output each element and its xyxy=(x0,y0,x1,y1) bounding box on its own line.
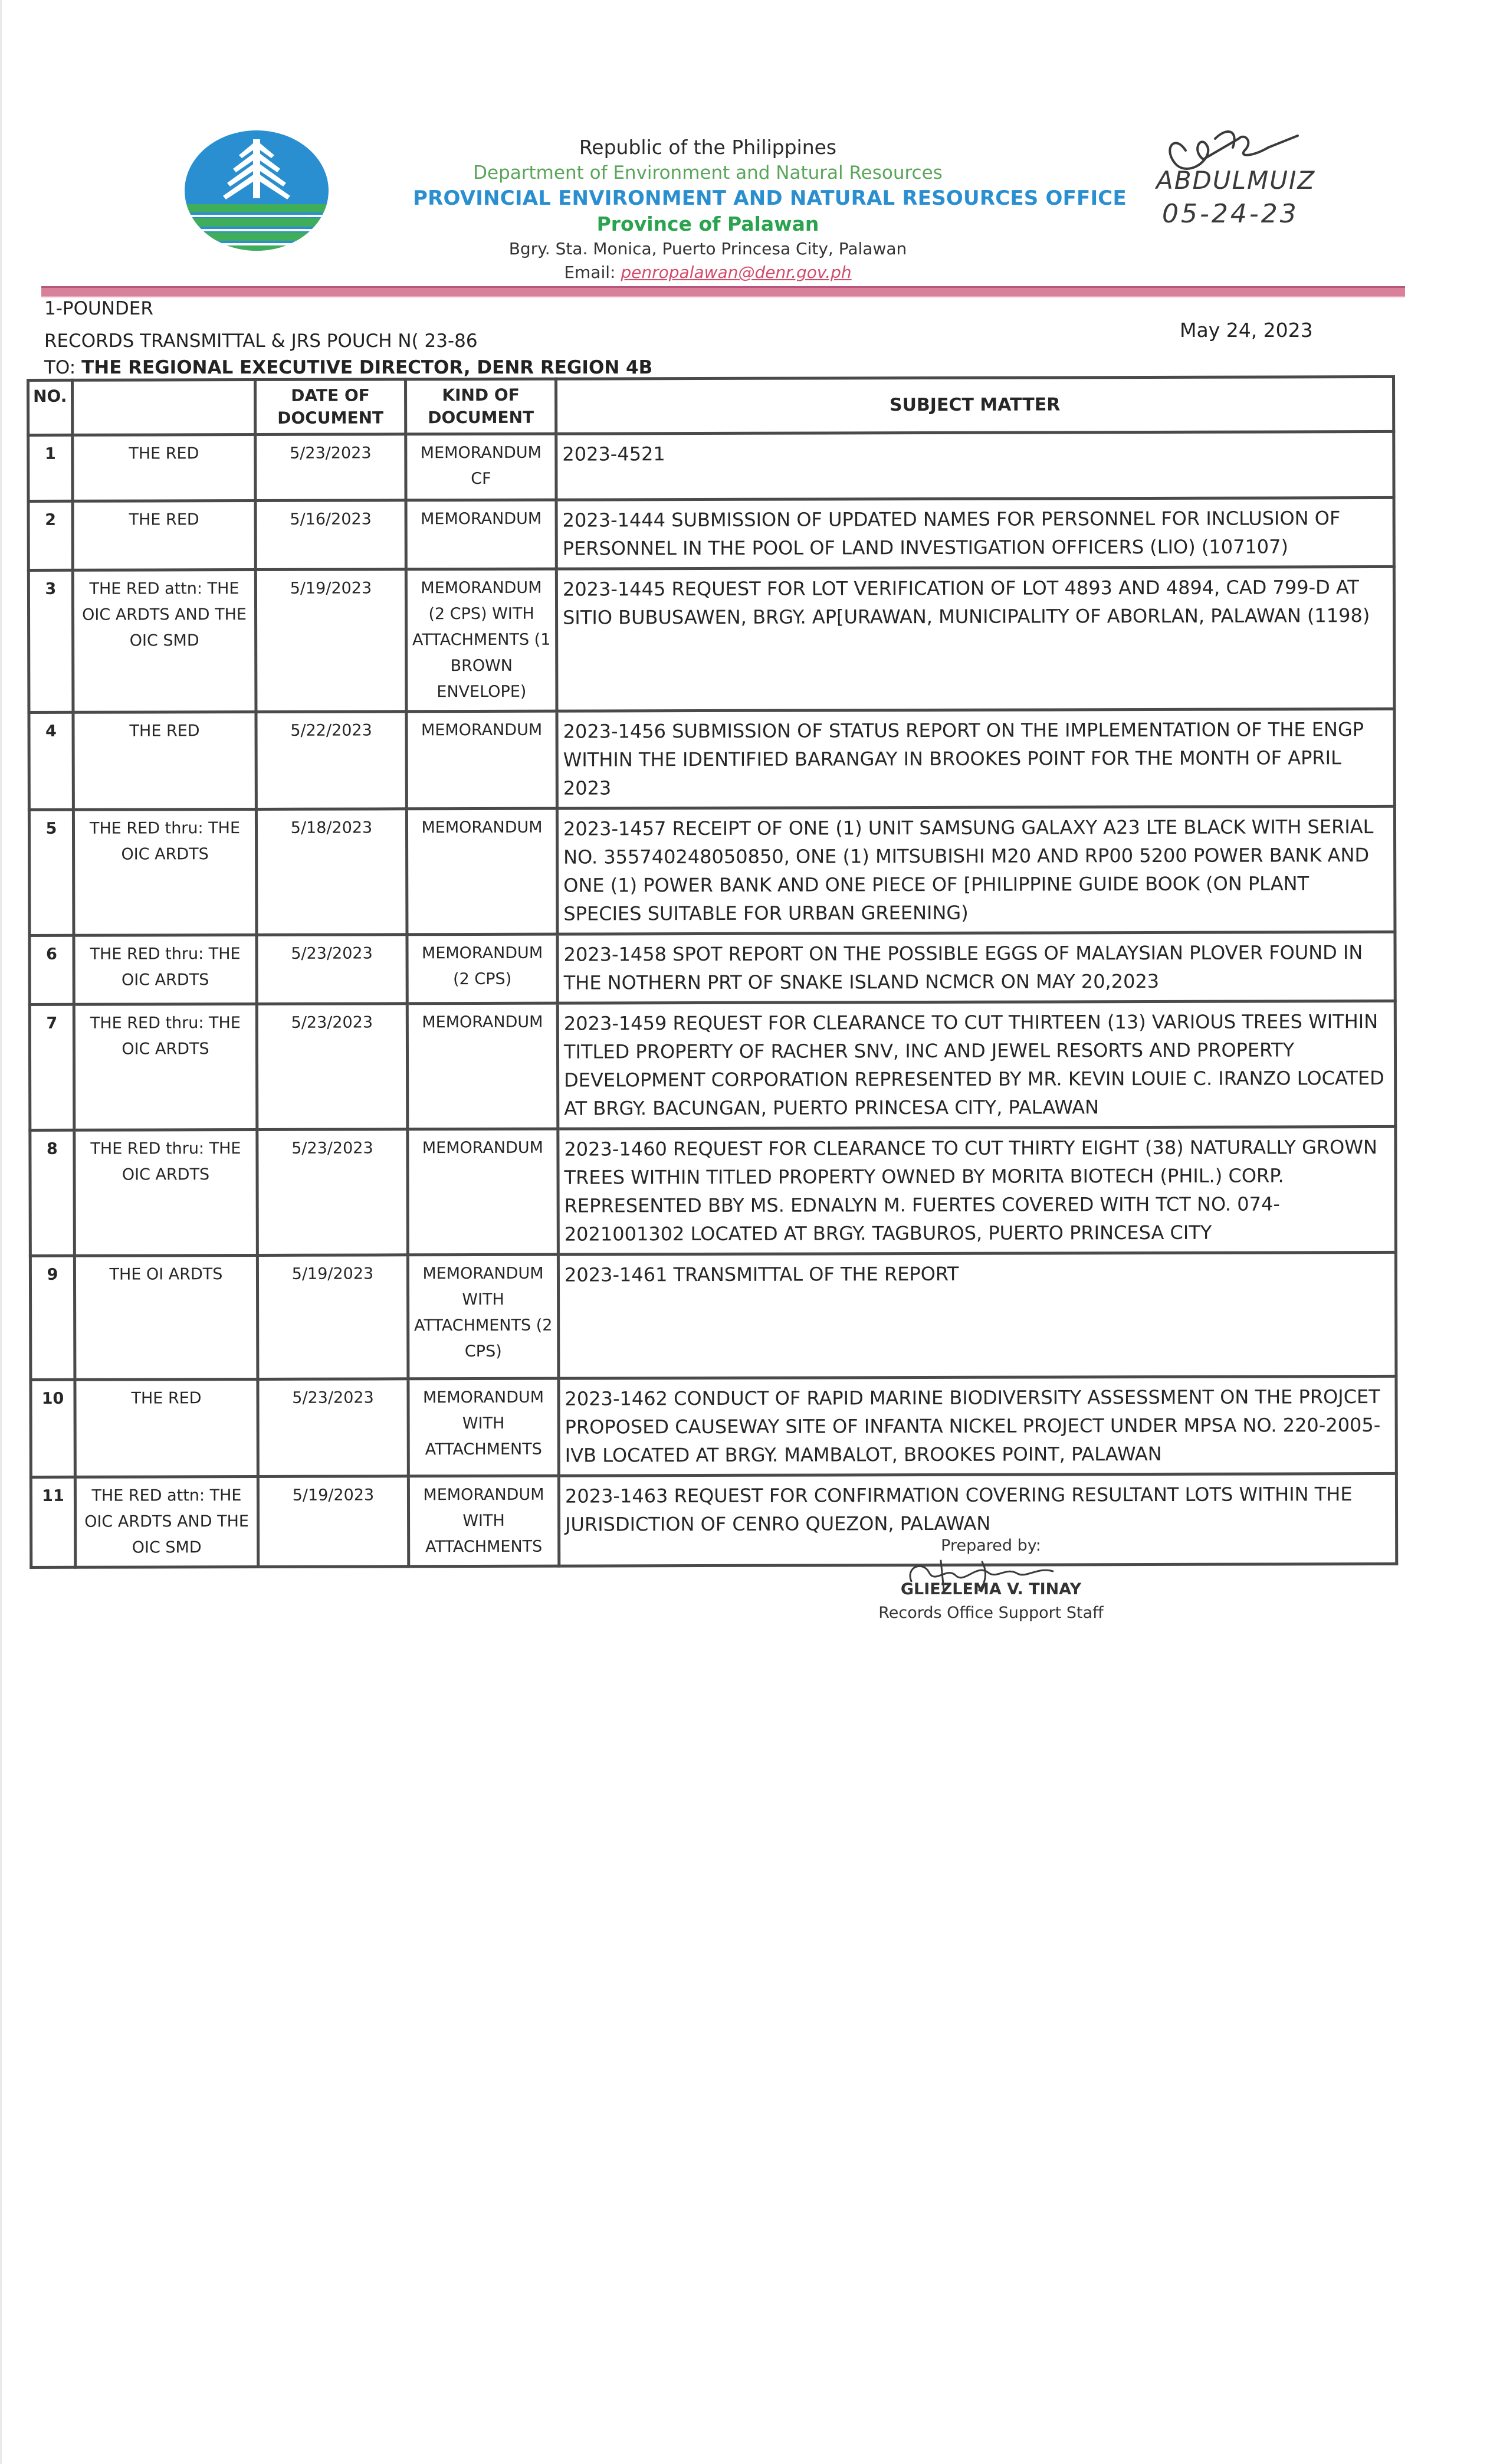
table-row xyxy=(28,431,1394,501)
email-label: Email: xyxy=(564,263,616,282)
received-name: ABDULMUIZ xyxy=(1156,166,1316,195)
table-row xyxy=(29,1001,1396,1130)
row-subject: 2023-1460 REQUEST FOR CLEARANCE TO CUT THIRTY EIGHT (38) NATURALLY GROWN TREES WITHIN TITLED PROPERTY OWNED BY MORITA BIOTECH (PHIL.) CORP. REPRESENTED BBY MS. EDNALYN M. FUERTES COVERED WITH TCT NO. 074-2021001302 LOCATED AT BRGY. TAGBUROS, PUERTO PRINCESA CITY xyxy=(558,1126,1396,1254)
row-date: 5/19/2023 xyxy=(255,569,406,712)
letterhead xyxy=(413,135,1127,284)
row-to: THE OI ARDTS xyxy=(74,1255,258,1380)
row-date: 5/16/2023 xyxy=(255,500,406,570)
table-row xyxy=(28,566,1394,712)
row-subject: 2023-1458 SPOT REPORT ON THE POSSIBLE EGGS OF MALAYSIAN PLOVER FOUND IN THE NOTHERN PRT OF SNAKE ISLAND NCMCR ON MAY 20,2023 xyxy=(557,932,1395,1003)
row-no: 3 xyxy=(28,570,73,712)
letterhead-province: Province of Palawan xyxy=(596,212,819,235)
row-to: THE RED thru: THE OIC ARDTS xyxy=(73,809,257,935)
row-no: 1 xyxy=(28,435,73,501)
letterhead-address: Bgry. Sta. Monica, Puerto Princesa City, Palawan xyxy=(508,239,907,258)
row-date: 5/23/2023 xyxy=(257,1004,408,1130)
transmittal-number: RECORDS TRANSMITTAL & JRS POUCH N( 23-86 xyxy=(44,330,478,352)
row-subject: 2023-4521 xyxy=(556,431,1394,500)
row-subject: 2023-1459 REQUEST FOR CLEARANCE TO CUT THIRTEEN (13) VARIOUS TREES WITHIN TITLED PROPERTY OF RACHER SNV, INC AND JEWEL RESORTS AND PROPERTY DEVELOPMENT CORPORATION REPRESENTED BY MR. KEVIN LOUIE C. IRANZO LOCATED AT BRGY. BACUNGAN, PUERTO PRINCESA CITY, PALAWAN xyxy=(557,1001,1396,1129)
table-row xyxy=(31,1473,1396,1567)
email-link[interactable]: penropalawan@denr.gov.ph xyxy=(621,263,852,282)
row-kind: MEMORANDUM xyxy=(406,500,556,569)
header-divider xyxy=(41,286,1405,297)
preparer-signature-icon xyxy=(900,1549,1077,1596)
row-kind: MEMORANDUM xyxy=(406,711,557,809)
row-no: 7 xyxy=(29,1004,74,1130)
row-kind: MEMORANDUM xyxy=(407,1003,558,1129)
table-row xyxy=(28,497,1394,570)
row-subject: 2023-1456 SUBMISSION OF STATUS REPORT ON THE IMPLEMENTATION OF THE ENGP WITHIN THE IDENTIFIED BARANGAY IN BROOKES POINT FOR THE MONTH OF APRIL 2023 xyxy=(557,709,1394,808)
row-no: 9 xyxy=(30,1256,75,1380)
row-kind: MEMORANDUM CF xyxy=(406,434,556,500)
header-to xyxy=(73,379,255,435)
row-date: 5/23/2023 xyxy=(255,434,406,501)
row-no: 2 xyxy=(28,501,73,570)
prepared-by-label: Prepared by: xyxy=(941,1536,1041,1555)
row-kind: MEMORANDUM WITH ATTACHMENTS (2 CPS) xyxy=(408,1254,559,1379)
row-to: THE RED attn: THE OIC ARDTS AND THE OIC SMD xyxy=(75,1476,258,1567)
row-subject: 2023-1444 SUBMISSION OF UPDATED NAMES FOR PERSONNEL FOR INCLUSION OF PERSONNEL IN THE POOL OF LAND INVESTIGATION OFFICERS (LIO) (107107) xyxy=(556,497,1394,569)
row-kind: MEMORANDUM WITH ATTACHMENTS xyxy=(408,1378,559,1476)
preparer-title: Records Office Support Staff xyxy=(878,1604,1104,1622)
row-no: 4 xyxy=(29,712,73,810)
row-to: THE RED thru: THE OIC ARDTS xyxy=(74,1004,257,1130)
received-date: 05-24-23 xyxy=(1162,199,1299,229)
row-kind: MEMORANDUM WITH ATTACHMENTS xyxy=(408,1476,559,1567)
row-no: 11 xyxy=(31,1477,75,1567)
table-row xyxy=(30,1126,1396,1256)
table-header-row xyxy=(28,376,1394,435)
row-date: 5/22/2023 xyxy=(256,712,406,810)
letterhead-republic: Republic of the Philippines xyxy=(579,136,837,159)
row-kind: MEMORANDUM xyxy=(408,1129,559,1255)
row-date: 5/23/2023 xyxy=(257,1129,408,1256)
transmittal-table xyxy=(27,375,1398,1569)
header-date: DATE OF DOCUMENT xyxy=(255,379,406,435)
addressee: THE REGIONAL EXECUTIVE DIRECTOR, DENR REGION 4B xyxy=(81,357,653,378)
row-to: THE RED attn: THE OIC ARDTS AND THE OIC SMD xyxy=(73,569,256,712)
row-date: 5/19/2023 xyxy=(257,1255,408,1380)
table-row xyxy=(30,1252,1396,1380)
row-kind: MEMORANDUM (2 CPS) WITH ATTACHMENTS (1 BROWN ENVELOPE) xyxy=(406,569,557,712)
denr-logo-icon xyxy=(183,129,330,253)
row-subject: 2023-1461 TRANSMITTAL OF THE REPORT xyxy=(558,1252,1396,1378)
letterhead-department: Department of Environment and Natural Resources xyxy=(473,162,943,184)
row-to: THE RED thru: THE OIC ARDTS xyxy=(74,935,257,1004)
row-to: THE RED thru: THE OIC ARDTS xyxy=(74,1129,258,1256)
addressee-line xyxy=(44,357,652,378)
row-no: 8 xyxy=(30,1130,75,1256)
row-kind: MEMORANDUM xyxy=(406,808,557,935)
row-subject: 2023-1457 RECEIPT OF ONE (1) UNIT SAMSUNG GALAXY A23 LTE BLACK WITH SERIAL NO. 355740248050850, ONE (1) MITSUBISHI M20 AND RP00 5200 POWER BANK AND ONE (1) POWER BANK AND ONE PIECE OF [PHILIPPINE GUIDE BOOK (ON PLANT SPECIES SUITABLE FOR URBAN GREENING) xyxy=(557,806,1395,934)
row-to: THE RED xyxy=(73,500,255,570)
row-to: THE RED xyxy=(75,1379,258,1477)
document-date: May 24, 2023 xyxy=(1180,319,1313,342)
row-to: THE RED xyxy=(73,712,256,810)
row-subject: 2023-1462 CONDUCT OF RAPID MARINE BIODIVERSITY ASSESSMENT ON THE PROJCET PROPOSED CAUSEWAY SITE OF INFANTA NICKEL PROJECT UNDER MPSA NO. 220-2005-IVB LOCATED AT BRGY. MAMBALOT, BROOKES POINT, PALAWAN xyxy=(559,1376,1396,1476)
preparer-name: GLIEZLEMA V. TINAY xyxy=(900,1580,1082,1598)
pouch-type: 1-POUNDER xyxy=(44,298,153,319)
table-row xyxy=(29,806,1395,935)
row-to: THE RED xyxy=(73,434,255,501)
header-no: NO. xyxy=(28,380,73,435)
addressee-prefix: TO: xyxy=(44,357,76,378)
header-kind: KIND OF DOCUMENT xyxy=(406,379,556,434)
row-no: 6 xyxy=(29,935,74,1004)
received-signature-icon xyxy=(1150,115,1363,233)
row-date: 5/19/2023 xyxy=(258,1476,408,1567)
row-no: 10 xyxy=(31,1380,75,1477)
table-row xyxy=(29,709,1394,810)
row-date: 5/23/2023 xyxy=(257,935,407,1004)
row-kind: MEMORANDUM (2 CPS) xyxy=(407,934,557,1004)
row-subject: 2023-1463 REQUEST FOR CONFIRMATION COVERING RESULTANT LOTS WITHIN THE JURISDICTION OF CENRO QUEZON, PALAWAN xyxy=(559,1473,1396,1566)
table-row xyxy=(31,1376,1396,1477)
letterhead-email-line xyxy=(413,261,1003,284)
table-row xyxy=(29,932,1395,1004)
row-date: 5/18/2023 xyxy=(256,809,407,935)
row-date: 5/23/2023 xyxy=(258,1379,408,1477)
row-subject: 2023-1445 REQUEST FOR LOT VERIFICATION OF LOT 4893 AND 4894, CAD 799-D AT SITIO BUBUSAWEN, BRGY. AP[URAWAN, MUNICIPALITY OF ABORLAN, PALAWAN (1198) xyxy=(556,566,1394,711)
header-subject: SUBJECT MATTER xyxy=(556,376,1394,434)
letterhead-office: PROVINCIAL ENVIRONMENT AND NATURAL RESOURCES OFFICE xyxy=(413,186,1127,210)
row-no: 5 xyxy=(29,810,74,935)
